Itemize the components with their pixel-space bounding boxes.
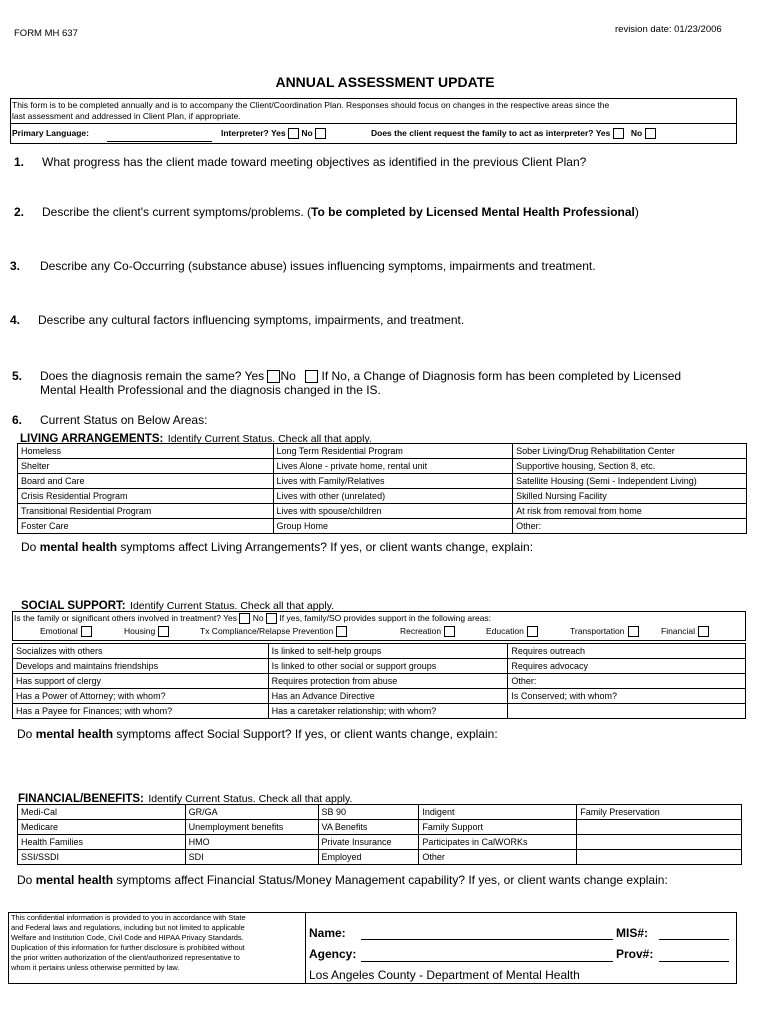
page-title: ANNUAL ASSESSMENT UPDATE <box>275 74 495 90</box>
social-option <box>13 689 746 704</box>
living-heading: LIVING ARRANGEMENTS: <box>20 433 164 445</box>
family-interpreter-no-label: No <box>630 128 643 138</box>
living-option-cell[interactable]: Satellite Housing (Semi - Independent Living) <box>513 474 747 489</box>
social-involved-no-label: No <box>252 613 264 623</box>
financial-option <box>18 850 742 865</box>
financial-option <box>18 835 742 850</box>
social-area-option[interactable] <box>661 626 709 637</box>
financial-option-cell[interactable]: HMO <box>185 835 318 850</box>
footer-box <box>8 912 737 984</box>
financial-option-cell[interactable]: Other <box>419 850 577 865</box>
social-area-option[interactable] <box>40 626 92 637</box>
social-question: Do mental health symptoms affect Social Support? If yes, or client wants change, explain: <box>17 727 498 741</box>
social-area-label: Emotional <box>40 626 78 636</box>
social-option-cell[interactable]: Is linked to self-help groups <box>268 644 508 659</box>
financial-option-cell[interactable]: Medi-Cal <box>18 805 186 820</box>
financial-table <box>17 804 742 865</box>
financial-option-cell[interactable]: GR/GA <box>185 805 318 820</box>
social-option-cell[interactable]: Requires outreach <box>508 644 746 659</box>
mis-label: MIS#: <box>616 926 649 940</box>
mis-field[interactable] <box>659 939 729 940</box>
social-area-label: Housing <box>124 626 156 636</box>
financial-option-cell[interactable]: VA Benefits <box>318 820 419 835</box>
financial-note: Identify Current Status. Check all that apply. <box>148 793 353 805</box>
living-option-cell[interactable]: Supportive housing, Section 8, etc. <box>513 459 747 474</box>
family-interpreter-yes-checkbox[interactable] <box>613 128 624 139</box>
living-note: Identify Current Status. Check all that apply. <box>167 433 372 445</box>
social-option-cell[interactable] <box>508 704 746 719</box>
social-option-cell[interactable]: Has an Advance Directive <box>268 689 508 704</box>
social-option-cell[interactable]: Is linked to other social or support groups <box>268 659 508 674</box>
q5-text: Does the diagnosis remain the same? Yes No If No, a Change of Diagnosis form has been completed by Licensed <box>40 369 682 383</box>
intro-line-1: This form is to be completed annually and is to accompany the Client/Coordination Plan. Responses should focus on changes in the respective areas since the <box>12 100 610 110</box>
social-option-cell[interactable]: Is Conserved; with whom? <box>508 689 746 704</box>
q6-text: Current Status on Below Areas: <box>40 413 208 427</box>
financial-question: Do mental health symptoms affect Financial Status/Money Management capability? If yes, or client wants change explain: <box>17 873 668 887</box>
financial-option <box>18 805 742 820</box>
q3-number: 3. <box>10 259 21 273</box>
social-area-label: Education <box>486 626 524 636</box>
interpreter-no-checkbox[interactable] <box>315 128 326 139</box>
q6-number: 6. <box>12 413 23 427</box>
prov-label: Prov#: <box>616 947 654 961</box>
family-interpreter-no-checkbox[interactable] <box>645 128 656 139</box>
social-involved-label: Is the family or significant others involved in treatment? Yes <box>14 613 238 623</box>
financial-option-cell[interactable]: SSI/SSDI <box>18 850 186 865</box>
living-option <box>18 489 747 504</box>
social-option-cell[interactable]: Develops and maintains friendships <box>13 659 269 674</box>
social-note: Identify Current Status. Check all that apply. <box>130 600 335 612</box>
social-area-label: Recreation <box>400 626 442 636</box>
social-area-checkbox[interactable] <box>81 626 92 637</box>
social-option-cell[interactable]: Has a Power of Attorney; with whom? <box>13 689 269 704</box>
social-heading: SOCIAL SUPPORT: <box>21 600 126 612</box>
social-option-cell[interactable]: Socializes with others <box>13 644 269 659</box>
living-option-cell[interactable]: Board and Care <box>18 474 274 489</box>
agency-field[interactable] <box>361 961 613 962</box>
financial-option-cell[interactable]: Participates in CalWORKs <box>419 835 577 850</box>
living-option <box>18 519 747 534</box>
financial-option-cell[interactable]: Employed <box>318 850 419 865</box>
social-area-label: Financial <box>661 626 696 636</box>
living-table <box>17 443 747 534</box>
social-area-checkbox[interactable] <box>698 626 709 637</box>
q5-text-line2: Mental Health Professional and the diagnosis changed in the IS. <box>40 383 381 397</box>
social-table <box>12 643 746 719</box>
living-option-cell[interactable]: Lives with other (unrelated) <box>273 489 513 504</box>
living-option-cell[interactable]: Shelter <box>18 459 274 474</box>
social-area-checkbox[interactable] <box>158 626 169 637</box>
financial-option-cell[interactable]: Medicare <box>18 820 186 835</box>
diagnosis-no-checkbox[interactable] <box>305 370 318 383</box>
living-option-cell[interactable]: Long Term Residential Program <box>273 444 513 459</box>
financial-option <box>18 820 742 835</box>
living-option-cell[interactable]: Crisis Residential Program <box>18 489 274 504</box>
interpreter-yes-checkbox[interactable] <box>288 128 299 139</box>
social-involved-areas-label: If yes, family/SO provides support in the following areas: <box>279 613 492 623</box>
social-involved-no-checkbox[interactable] <box>266 613 277 624</box>
q2-text: Describe the client's current symptoms/problems. (To be completed by Licensed Mental Health Professional) <box>42 205 639 219</box>
financial-option-cell[interactable]: Family Preservation <box>577 805 742 820</box>
living-question: Do mental health symptoms affect Living Arrangements? If yes, or client wants change, explain: <box>21 540 534 554</box>
living-option-cell[interactable]: Sober Living/Drug Rehabilitation Center <box>513 444 747 459</box>
social-area-option[interactable] <box>400 626 455 637</box>
social-option <box>13 644 746 659</box>
q2-number: 2. <box>14 205 25 219</box>
living-option <box>18 474 747 489</box>
confidential-line: whom it pertains unless otherwise permitted by law. <box>11 963 180 972</box>
q3-text: Describe any Co-Occurring (substance abuse) issues influencing symptoms, impairments and treatment. <box>40 259 596 273</box>
confidential-notice <box>9 913 306 983</box>
financial-option-cell[interactable] <box>577 850 742 865</box>
living-option-cell[interactable]: Homeless <box>18 444 274 459</box>
social-option-cell[interactable]: Requires advocacy <box>508 659 746 674</box>
q1-text: What progress has the client made toward meeting objectives as identified in the previous Client Plan? <box>42 155 587 169</box>
living-option-cell[interactable]: Lives with Family/Relatives <box>273 474 513 489</box>
social-option-cell[interactable]: Has a caretaker relationship; with whom? <box>268 704 508 719</box>
social-area-option[interactable] <box>124 626 169 637</box>
q1-number: 1. <box>14 155 25 169</box>
confidential-line: and Federal laws and regulations, including but not limited to applicable <box>11 923 245 932</box>
intro-line-2: last assessment and addressed in Client Plan, if appropriate. <box>12 111 241 121</box>
social-option <box>13 674 746 689</box>
financial-option-cell[interactable]: SDI <box>185 850 318 865</box>
name-field[interactable] <box>361 939 613 940</box>
living-option <box>18 504 747 519</box>
social-area-option[interactable] <box>486 626 538 637</box>
financial-option-cell[interactable] <box>577 820 742 835</box>
financial-option-cell[interactable]: Unemployment benefits <box>185 820 318 835</box>
financial-option-cell[interactable]: Private Insurance <box>318 835 419 850</box>
living-option-cell[interactable]: Lives Alone - private home, rental unit <box>273 459 513 474</box>
social-involved-yes-checkbox[interactable] <box>239 613 250 624</box>
confidential-line: the prior written authorization of the client/authorized representative to <box>11 953 240 962</box>
financial-option-cell[interactable]: SB 90 <box>318 805 419 820</box>
interpreter-yes-label: Yes <box>270 128 286 138</box>
living-option-cell[interactable]: At risk from removal from home <box>513 504 747 519</box>
financial-option-cell[interactable]: Family Support <box>419 820 577 835</box>
social-option-cell[interactable]: Has a Payee for Finances; with whom? <box>13 704 269 719</box>
q2-emphasis: To be completed by Licensed Mental Health Professional <box>311 205 635 219</box>
form-id: FORM MH 637 <box>14 28 78 39</box>
financial-heading: FINANCIAL/BENEFITS: <box>18 793 144 805</box>
family-interpreter-yes-label: Yes <box>595 128 611 138</box>
living-option <box>18 459 747 474</box>
confidential-line: Duplication of this information for further disclosure is prohibited without <box>11 943 245 952</box>
interpreter-label: Interpreter? <box>221 128 269 138</box>
agency-label: Agency: <box>309 947 357 961</box>
social-option-cell[interactable]: Other: <box>508 674 746 689</box>
q5-number: 5. <box>12 369 23 383</box>
living-option-cell[interactable]: Lives with spouse/children <box>273 504 513 519</box>
social-area-checkbox[interactable] <box>628 626 639 637</box>
family-interpreter-label: Does the client request the family to act as interpreter? <box>371 128 594 138</box>
living-option-cell[interactable]: Skilled Nursing Facility <box>513 489 747 504</box>
social-area-label: Tx Compliance/Relapse Prevention <box>200 626 334 636</box>
primary-language-field[interactable] <box>107 141 212 142</box>
q4-text: Describe any cultural factors influencing symptoms, impairments, and treatment. <box>38 313 465 327</box>
social-involvement-box <box>12 611 746 641</box>
revision-date: revision date: 01/23/2006 <box>615 24 722 35</box>
social-area-option[interactable] <box>570 626 639 637</box>
social-area-label: Transportation <box>570 626 625 636</box>
financial-option-cell[interactable] <box>577 835 742 850</box>
social-option-cell[interactable]: Has support of clergy <box>13 674 269 689</box>
financial-option-cell[interactable]: Health Families <box>18 835 186 850</box>
confidential-line: This confidential information is provided to you in accordance with State <box>11 913 246 922</box>
living-option-cell[interactable]: Other: <box>513 519 747 534</box>
financial-option-cell[interactable]: Indigent <box>419 805 577 820</box>
prov-field[interactable] <box>659 961 729 962</box>
confidential-line: Welfare and Institution Code, Civil Code and HIPAA Privacy Standards. <box>11 933 244 942</box>
county-name: Los Angeles County - Department of Mental Health <box>309 968 580 982</box>
social-area-option[interactable] <box>200 626 347 637</box>
social-area-checkbox[interactable] <box>336 626 347 637</box>
social-areas-row <box>13 626 747 640</box>
living-option-cell[interactable]: Group Home <box>273 519 513 534</box>
social-option <box>13 659 746 674</box>
social-option <box>13 704 746 719</box>
living-option-cell[interactable]: Transitional Residential Program <box>18 504 274 519</box>
diagnosis-yes-checkbox[interactable] <box>267 370 280 383</box>
social-area-checkbox[interactable] <box>527 626 538 637</box>
q4-number: 4. <box>10 313 21 327</box>
name-label: Name: <box>309 926 346 940</box>
intro-box <box>10 98 737 144</box>
social-option-cell[interactable]: Requires protection from abuse <box>268 674 508 689</box>
living-option <box>18 444 747 459</box>
interpreter-no-label: No <box>301 128 313 138</box>
primary-language-label: Primary Language: <box>12 128 89 138</box>
living-option-cell[interactable]: Foster Care <box>18 519 274 534</box>
social-area-checkbox[interactable] <box>444 626 455 637</box>
